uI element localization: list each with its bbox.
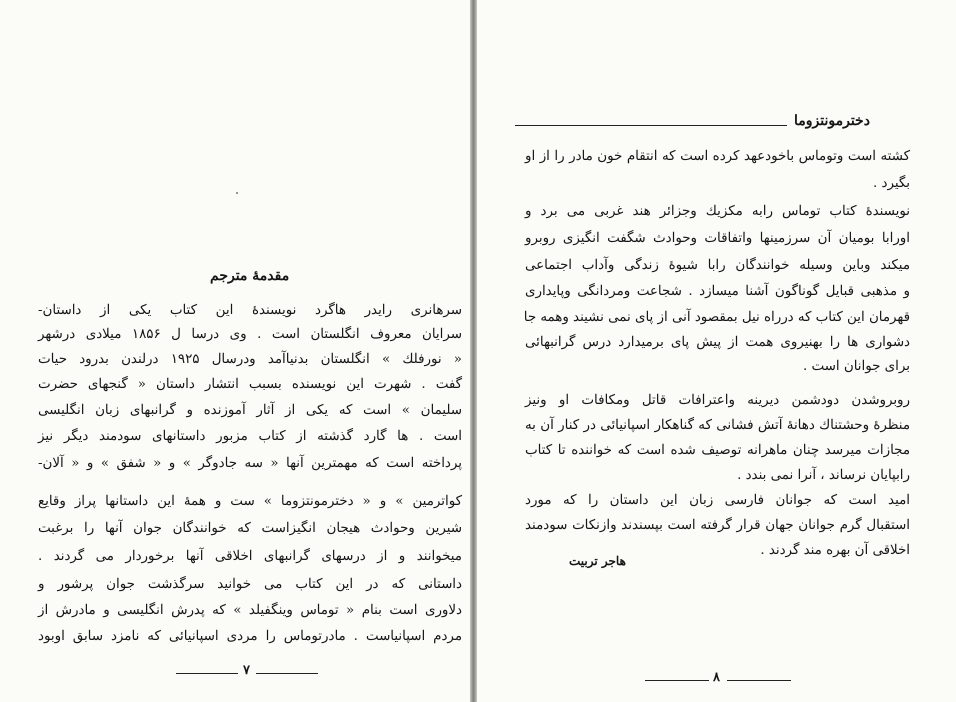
text-line: سرایان معروف انگلستان است . وی درسا ل ۱۸۵۶ میلادی درشهر	[38, 327, 462, 342]
text-line: میخوانند و از درسهای گرانبهای اخلاقی آنها برخوردار می گردند .	[38, 549, 462, 564]
text-line: سلیمان » است که یکی از آثار آموزنده و گرانبهای زبان انگلیسی	[38, 403, 462, 418]
footer-rule-left	[176, 673, 238, 674]
text-line: نویسندهٔ کتاب توماس رابه مکزیك وجزائر هند غربی می برد و	[525, 204, 910, 219]
text-line: رابپایان نرساند ، آنرا نمی بندد .	[737, 468, 910, 483]
text-line: و مذهبی قبایل گوناگون آشنا میسازد . شجاعت ومردانگی وپایداری	[525, 284, 910, 299]
right-page	[477, 0, 956, 702]
text-line: پرداخته است که مهمترین آنها « سه جادوگر » و « شفق » و « آلان-	[38, 456, 462, 471]
translator-preface-heading: مقدمهٔ مترجم	[210, 268, 290, 284]
text-line: مجازات میرسد چنان ماهرانه توصیف شده است که خواننده تا کتاب	[525, 443, 910, 458]
text-line: مردم اسپانیاست . مادرتوماس را مردی اسپانیائی که نامزد سابق اوبود	[38, 629, 462, 644]
translator-signature: هاجر تربیت	[569, 554, 626, 568]
text-line: امید است که جوانان فارسی زبان این داستان را که مورد	[525, 493, 910, 508]
text-line: شیرین وحوادث هیجان انگیزاست که خوانندگان جوان آنها را برغبت	[38, 521, 462, 536]
book-gutter	[470, 0, 477, 702]
text-line: دلاوری است بنام « توماس وینگفیلد » که پدرش انگلیسی و مادرش از	[38, 603, 462, 618]
text-line: کشته است وتوماس باخودعهد کرده است که انتقام خون مادر را از او	[525, 149, 910, 164]
text-line: استقبال گرم جوانان جهان قرار گرفته است بپسندند وازنکات سودمند	[525, 518, 910, 533]
text-line: سرهانری رایدر هاگرد نویسندهٔ این کتاب یکی از داستان-	[38, 303, 462, 318]
text-line: میکند وباین وسیله خوانندگان رابا شیوهٔ زندگی وآداب اجتماعی	[525, 258, 910, 273]
page-number: ۸	[713, 670, 720, 685]
text-line: گفت . شهرت این نویسنده بسبب انتشار داستان « گنجهای حضرت	[38, 377, 462, 392]
text-line: روبروشدن دودشمن دیرینه واعترافات قاتل ومکافات او ونیز	[525, 393, 910, 408]
footer-rule-right	[256, 673, 318, 674]
text-line: بگیرد .	[872, 176, 910, 191]
text-line: قهرمان این کتاب که درراه نیل بمقصود آنی از پای نمی نشیند وهمه جا	[523, 310, 910, 325]
text-line: داستانی که در این کتاب می خوانید سرگذشت جوان پرشور و	[38, 577, 462, 592]
page-number: ۷	[243, 663, 250, 678]
text-line: منظرهٔ وحشتناك دهانهٔ آتش فشانی که گناهکار اسپانیائی در کنار آن به	[525, 418, 910, 433]
left-page	[0, 0, 470, 702]
running-head: دخترمونتزوما	[794, 113, 870, 129]
header-rule	[515, 125, 787, 126]
print-speck	[236, 192, 238, 194]
footer-rule-right	[727, 680, 791, 681]
text-line: کواترمین » و « دخترمونتزوما » ست و همهٔ این داستانها پراز وقایع	[38, 494, 462, 509]
text-line: اورابا بومیان آن سرزمینها واتفاقات وحوادث شگفت انگیزی روبرو	[525, 231, 910, 246]
footer-rule-left	[645, 680, 709, 681]
text-line: برای جوانان است .	[803, 359, 910, 374]
text-line: « نورفلك » انگلستان بدنیاآمد ودرسال ۱۹۲۵ درلندن بدرود حیات	[38, 352, 462, 367]
text-line: است . ها گارد گذشته از کتاب مزبور داستانهای سودمند دیگر نیز	[38, 429, 462, 444]
text-line: اخلاقی آن بهره مند گردند .	[760, 543, 910, 558]
text-line: دشواری ها را بهنیروی همت از پیش پای برمیدارد درس گرانبهائی	[525, 335, 910, 350]
